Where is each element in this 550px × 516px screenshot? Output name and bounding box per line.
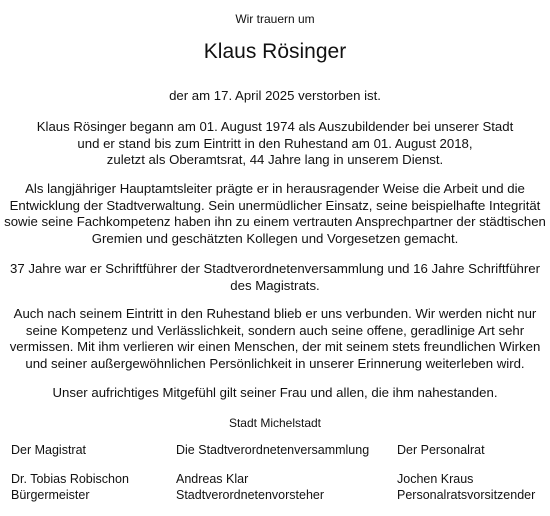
paragraph-career: Klaus Rösinger begann am 01. August 1974 als Auszubildender bei unserer Stadt und er stand bis zum Eintritt in den Ruhestand am 01. August 2018, zuletzt als Oberamtsrat, 44 Jahre lang in unserem Dienst. [36,119,514,168]
signature-assembly [176,442,369,503]
signature-staff-council [397,442,535,503]
signature-person: Jochen Kraus [397,472,474,486]
signature-person: Andreas Klar [176,472,249,486]
signature-person: Dr. Tobias Robischon [11,472,129,486]
signature-body: Der Magistrat [11,443,87,457]
signature-magistrat [11,442,129,503]
deceased-name: Klaus Rösinger [203,40,347,63]
signature-role: Stadtverordnetenvorsteher [176,488,325,502]
signature-role: Bürgermeister [11,488,90,502]
signature-body: Der Personalrat [397,443,485,457]
paragraph-condolence: Unser aufrichtiges Mitgefühl gilt seiner Frau und allen, die ihm nahestanden. [52,385,498,400]
paragraph-secretary: 37 Jahre war er Schriftführer der Stadtverordnetenversammlung und 16 Jahre Schriftführer des Magistrats. [10,261,540,293]
paragraph-retirement: Auch nach seinem Eintritt in den Ruhestand blieb er uns verbunden. Wir werden nicht nur seine Kompetenz und Verlässlichkeit, sondern auch seine offene, geradlinige Art sehr vermissen. Mit ihm verlieren wir einen Menschen, der mit seinem stets freundlichen Wirken und seiner außergewöhnlichen Persönlichkeit in unserer Erinnerung weiterleben wird. [9,306,541,371]
signature-body: Die Stadtverordnetenversammlung [176,443,370,457]
paragraph-leadership: Als langjähriger Hauptamtsleiter prägte er in herausragender Weise die Arbeit und die Entwicklung der Stadtverwaltung. Sein unermüdlicher Einsatz, seine beispielhafte Integrität sowie seine Fachkompetenz haben ihn zu einem vertrauten Ansprechpartner der städtischen Gremien und geschätzten Kollegen und Vorgesetzen gemacht. [4,181,546,246]
intro-text: Wir trauern um [235,12,315,26]
death-date-line: der am 17. April 2025 verstorben ist. [169,88,381,103]
signature-role: Personalratsvorsitzender [397,488,536,502]
city-name: Stadt Michelstadt [228,416,322,430]
